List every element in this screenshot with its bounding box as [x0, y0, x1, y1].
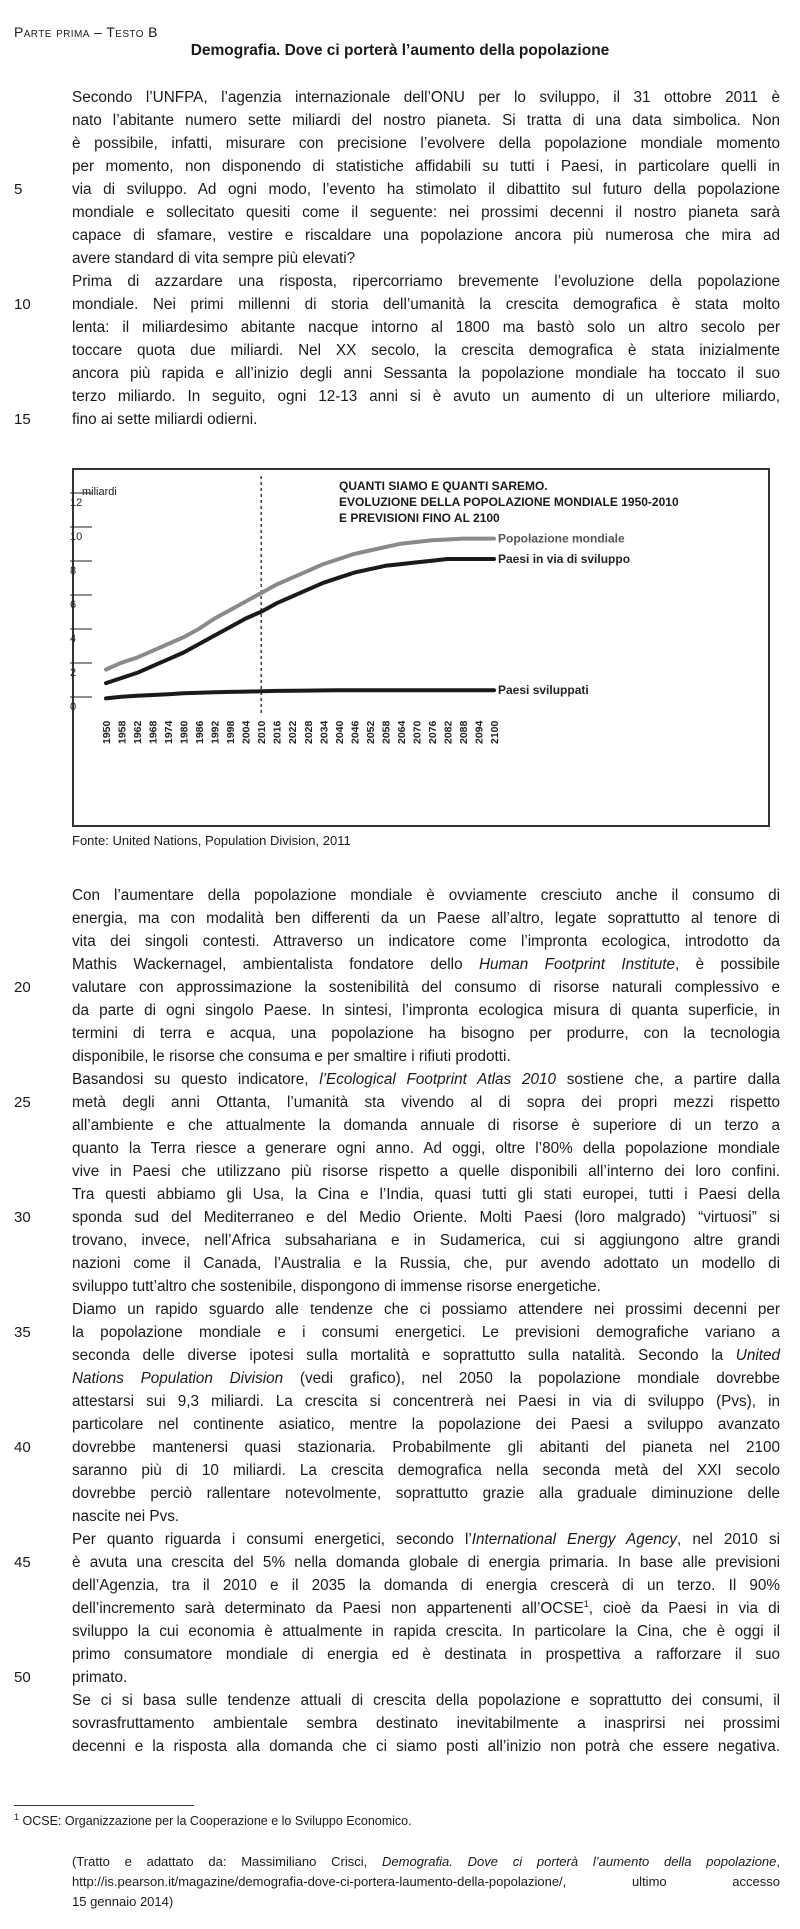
y-tick-label: 0 [70, 701, 77, 713]
text-section-2 [72, 884, 780, 1758]
text-line: terzo miliardo. In seguito, ogni 12-13 anni si è avuto un aumento di un ulteriore miliardo, [72, 388, 780, 405]
text-line: ancora più rapida e all’inizio degli anni Sessanta la popolazione mondiale ha toccato il suo [72, 365, 780, 382]
text-line: sovrasfruttamento ambientale sembra destinato inevitabilmente a inasprirsi nei prossimi [72, 1715, 780, 1732]
text-line: valutare con approssimazione la sostenibilità del consumo di risorse naturali complessivo e [72, 979, 780, 996]
section-header: Parte prima – Testo B [14, 24, 158, 40]
x-tick-label: 2034 [318, 720, 331, 744]
text-line: nazioni come il Canada, l’Australia e la Russia, che, pur avendo adottato un modello di [72, 1255, 780, 1272]
x-tick-label: 1958 [116, 720, 129, 744]
chart-title [339, 478, 679, 526]
y-axis-label: miliardi [82, 486, 117, 498]
series-label: Paesi in via di sviluppo [498, 552, 631, 566]
line-number: 35 [14, 1324, 31, 1341]
line-number: 40 [14, 1439, 31, 1456]
text-line: decenni e la risposta alla domanda che ci siamo posti all’inizio non potrà che essere negativa. [72, 1738, 780, 1755]
x-tick-label: 2046 [349, 720, 362, 744]
text-line: metà degli anni Ottanta, l’umanità sta vivendo al di sopra dei propri mezzi rispetto [72, 1094, 780, 1111]
x-tick-label: 1980 [178, 720, 191, 744]
text-line: particolare nel continente asiatico, mentre la popolazione dei Paesi a sviluppo avanzato [72, 1416, 780, 1433]
footnote-divider [14, 1805, 194, 1806]
line-number: 20 [14, 979, 31, 996]
chart-source: Fonte: United Nations, Population Division, 2011 [72, 833, 351, 848]
x-tick-label: 2064 [395, 720, 408, 744]
text-line: mondiale e sollecitato quesiti come il seguente: nei prossimi decenni il nostro pianeta sarà [72, 204, 780, 221]
text-line: energia, ma con modalità ben differenti da un Paese all’altro, legate soprattutto al tenore di [72, 910, 780, 927]
y-tick-label: 12 [70, 497, 83, 509]
text-line: dovrebbe mantenersi quasi stazionaria. Probabilmente gli abitanti del pianeta nel 2100 [72, 1439, 780, 1456]
x-tick-label: 2100 [489, 720, 501, 744]
text-line: disponibile, le risorse che consuma e per smaltire i rifiuti prodotti. [72, 1048, 511, 1065]
text-line: fino ai sette miliardi odierni. [72, 411, 258, 428]
x-tick-label: 2070 [411, 720, 424, 744]
text-line: nascite nei Pvs. [72, 1508, 180, 1525]
chart-title-line: EVOLUZIONE DELLA POPOLAZIONE MONDIALE 1950-2010 [339, 495, 679, 509]
text-line: Se ci si basa sulle tendenze attuali di crescita della popolazione e soprattutto dei consumi, il [72, 1692, 780, 1709]
chart-title-line: QUANTI SIAMO E QUANTI SAREMO. [339, 479, 548, 493]
text-line: sviluppo tutt’altro che sostenibile, dispongono di immense risorse energetiche. [72, 1278, 601, 1295]
y-tick-label: 10 [70, 531, 83, 543]
chart-title-line: E PREVISIONI FINO AL 2100 [339, 511, 500, 525]
x-tick-label: 2022 [287, 720, 300, 744]
x-tick-label: 2094 [473, 720, 486, 744]
text-line: da parte di ogni singolo Paese. In sintesi, l’impronta ecologica misura di quanta superficie, in [72, 1002, 780, 1019]
attribution-line: (Tratto e adattato da: Massimiliano Crisci, Demografia. Dove ci porterà l’aumento della popolazione, [72, 1854, 781, 1869]
text-line: vive in Paesi che utilizzano più risorse rispetto a quelle disponibili all’interno dei loro confini. [72, 1163, 780, 1180]
series-line [106, 539, 494, 670]
x-tick-label: 1998 [225, 720, 238, 744]
text-line: Mathis Wackernagel, ambientalista fondatore dello Human Footprint Institute, è possibile [72, 956, 780, 973]
series-line [106, 690, 494, 698]
text-line: attestarsi sui 9,3 miliardi. La crescita si concentrerà nei Paesi in via di sviluppo (Pvs), in [72, 1393, 780, 1410]
x-tick-label: 2010 [256, 720, 269, 744]
series-label: Popolazione mondiale [498, 531, 625, 546]
series-line [106, 559, 494, 683]
text-line: Secondo l’UNFPA, l’agenzia internazionale dell’ONU per lo sviluppo, il 31 ottobre 2011 è [72, 89, 780, 106]
text-line: la popolazione mondiale e i consumi energetici. Le previsioni demografiche variano a [72, 1324, 780, 1341]
text-line: mondiale. Nei primi millenni di storia dell’umanità la crescita demografica è stata molto [72, 296, 780, 313]
line-number: 15 [14, 411, 31, 428]
y-tick-label: 2 [70, 667, 77, 679]
text-line: primo consumatore mondiale di energia ed è destinata in prospettiva a rafforzare il suo [72, 1646, 780, 1663]
document-title: Demografia. Dove ci porterà l’aumento della popolazione [190, 42, 610, 59]
text-line: Tra questi abbiamo gli Usa, la Cina e l’India, quasi tutti gli stati europei, tutti i Paesi della [72, 1186, 780, 1203]
x-tick-label: 1992 [209, 720, 222, 744]
x-tick-label: 2016 [271, 720, 284, 744]
series-label: Paesi sviluppati [498, 683, 589, 698]
x-tick-label: 2052 [364, 720, 377, 744]
y-tick-label: 6 [70, 599, 77, 611]
x-tick-label: 1950 [101, 720, 113, 744]
text-line: nato l’abitante numero sette miliardi del nostro pianeta. Si tratta di una data simbolica. Non [72, 112, 780, 129]
text-line: primato. [72, 1669, 128, 1686]
x-tick-label: 1968 [147, 720, 160, 744]
x-tick-label: 2076 [426, 720, 439, 744]
text-line: avere standard di vita sempre più elevati? [72, 250, 356, 267]
x-tick-label: 1962 [132, 720, 145, 744]
text-line: dell’Agenzia, tra il 2010 e il 2035 la domanda di energia crescerà di un terzo. Il 90% [72, 1577, 780, 1594]
text-line: è avuta una crescita del 5% nella domanda globale di energia primaria. In base alle previsioni [72, 1554, 780, 1571]
x-tick-label: 2004 [240, 720, 253, 744]
text-line: Per quanto riguarda i consumi energetici, secondo l’International Energy Agency, nel 2010 si [72, 1531, 780, 1548]
text-line: Prima di azzardare una risposta, ripercorriamo brevemente l’evoluzione della popolazione [72, 273, 780, 290]
attribution [72, 1852, 780, 1912]
text-line: via di sviluppo. Ad ogni modo, l’evento ha stimolato il dibattito sul futuro della popolazione [72, 181, 780, 198]
text-line: saranno più di 10 miliardi. La crescita demografica nella seconda metà del XXI secolo [72, 1462, 780, 1479]
text-line: sponda sud del Mediterraneo e del Medio Oriente. Molti Paesi (loro malgrado) “virtuosi” si [72, 1209, 780, 1226]
x-tick-label: 1974 [163, 720, 176, 744]
line-number: 10 [14, 296, 31, 313]
line-number: 25 [14, 1094, 31, 1111]
x-tick-label: 2040 [333, 720, 346, 744]
text-line: dovrebbe perciò rallentare notevolmente, soprattutto grazie alla graduale diminuzione delle [72, 1485, 780, 1502]
text-line: Diamo un rapido sguardo alle tendenze che ci possiamo attendere nei prossimi decenni per [72, 1301, 780, 1318]
text-line: dell’incremento sarà determinato da Paesi non appartenenti all’OCSE$^1$, cioè da Paesi in via di [72, 1598, 780, 1617]
text-line: Basandosi su questo indicatore, l’Ecological Footprint Atlas 2010 sostiene che, a partire dalla [72, 1071, 780, 1088]
text-line: vita dei singoli contesti. Attraverso un indicatore come l’impronta ecologica, introdotto da [72, 933, 780, 950]
text-line: per momento, non disponendo di statistiche affidabili su tutti i Paesi, in particolare quelli in [72, 158, 780, 175]
footnote: $^1$ OCSE: Organizzazione per la Cooperazione e lo Sviluppo Economico. [14, 1811, 412, 1828]
text-line: Nations Population Division (vedi grafico), nel 2050 la popolazione mondiale dovrebbe [72, 1370, 780, 1387]
x-tick-label: 2082 [442, 720, 455, 744]
y-tick-label: 4 [70, 633, 77, 645]
text-line: trovano, invece, nell’Africa subsahariana e in Sudamerica, cui si aggiungono altre grandi [72, 1232, 780, 1249]
text-line: lenta: il miliardesimo abitante nacque intorno al 1800 ma bastò solo un altro secolo per [72, 319, 780, 336]
x-tick-label: 1986 [194, 720, 207, 744]
attribution-line: 15 gennaio 2014) [72, 1894, 174, 1909]
x-tick-label: 2028 [302, 720, 315, 744]
line-number: 5 [14, 181, 23, 198]
text-line: termini di terra e acqua, una popolazione ha bisogno per produrre, con la tecnologia [72, 1025, 780, 1042]
line-number: 45 [14, 1554, 31, 1571]
text-line: toccare quota due miliardi. Nel XX secolo, la crescita demografica è stata inizialmente [72, 342, 780, 359]
attribution-line: http://is.pearson.it/magazine/demografia-dove-ci-portera-laumento-della-popolazione/, ultimo accesso [72, 1874, 780, 1889]
text-line: quanto la Terra riesce a generare ogni anno. Ad oggi, oltre l’80% della popolazione mondiale [72, 1140, 780, 1157]
line-number: 30 [14, 1209, 31, 1226]
text-line: Con l’aumentare della popolazione mondiale è ovviamente cresciuto anche il consumo di [72, 887, 780, 904]
x-tick-label: 2058 [380, 720, 393, 744]
text-line: seconda delle diverse ipotesi sulla mortalità e soprattutto sulla natalità. Secondo la United [72, 1347, 780, 1364]
population-chart [72, 468, 770, 827]
x-tick-label: 2088 [457, 720, 470, 744]
text-line: all’ambiente e che attualmente la domanda annuale di risorse è superiore di un terzo a [72, 1117, 780, 1134]
text-line: sviluppo la cui economia è attualmente in rapida crescita. In particolare la Cina, che è oggi il [72, 1623, 780, 1640]
line-number: 50 [14, 1669, 31, 1686]
text-section-1 [72, 86, 780, 431]
y-tick-label: 8 [70, 565, 77, 577]
text-line: capace di sfamare, vestire e riscaldare una popolazione ancora più numerosa che mira ad [72, 227, 780, 244]
text-line: è possibile, infatti, misurare con precisione l’evolvere della popolazione mondiale momento [72, 135, 780, 152]
